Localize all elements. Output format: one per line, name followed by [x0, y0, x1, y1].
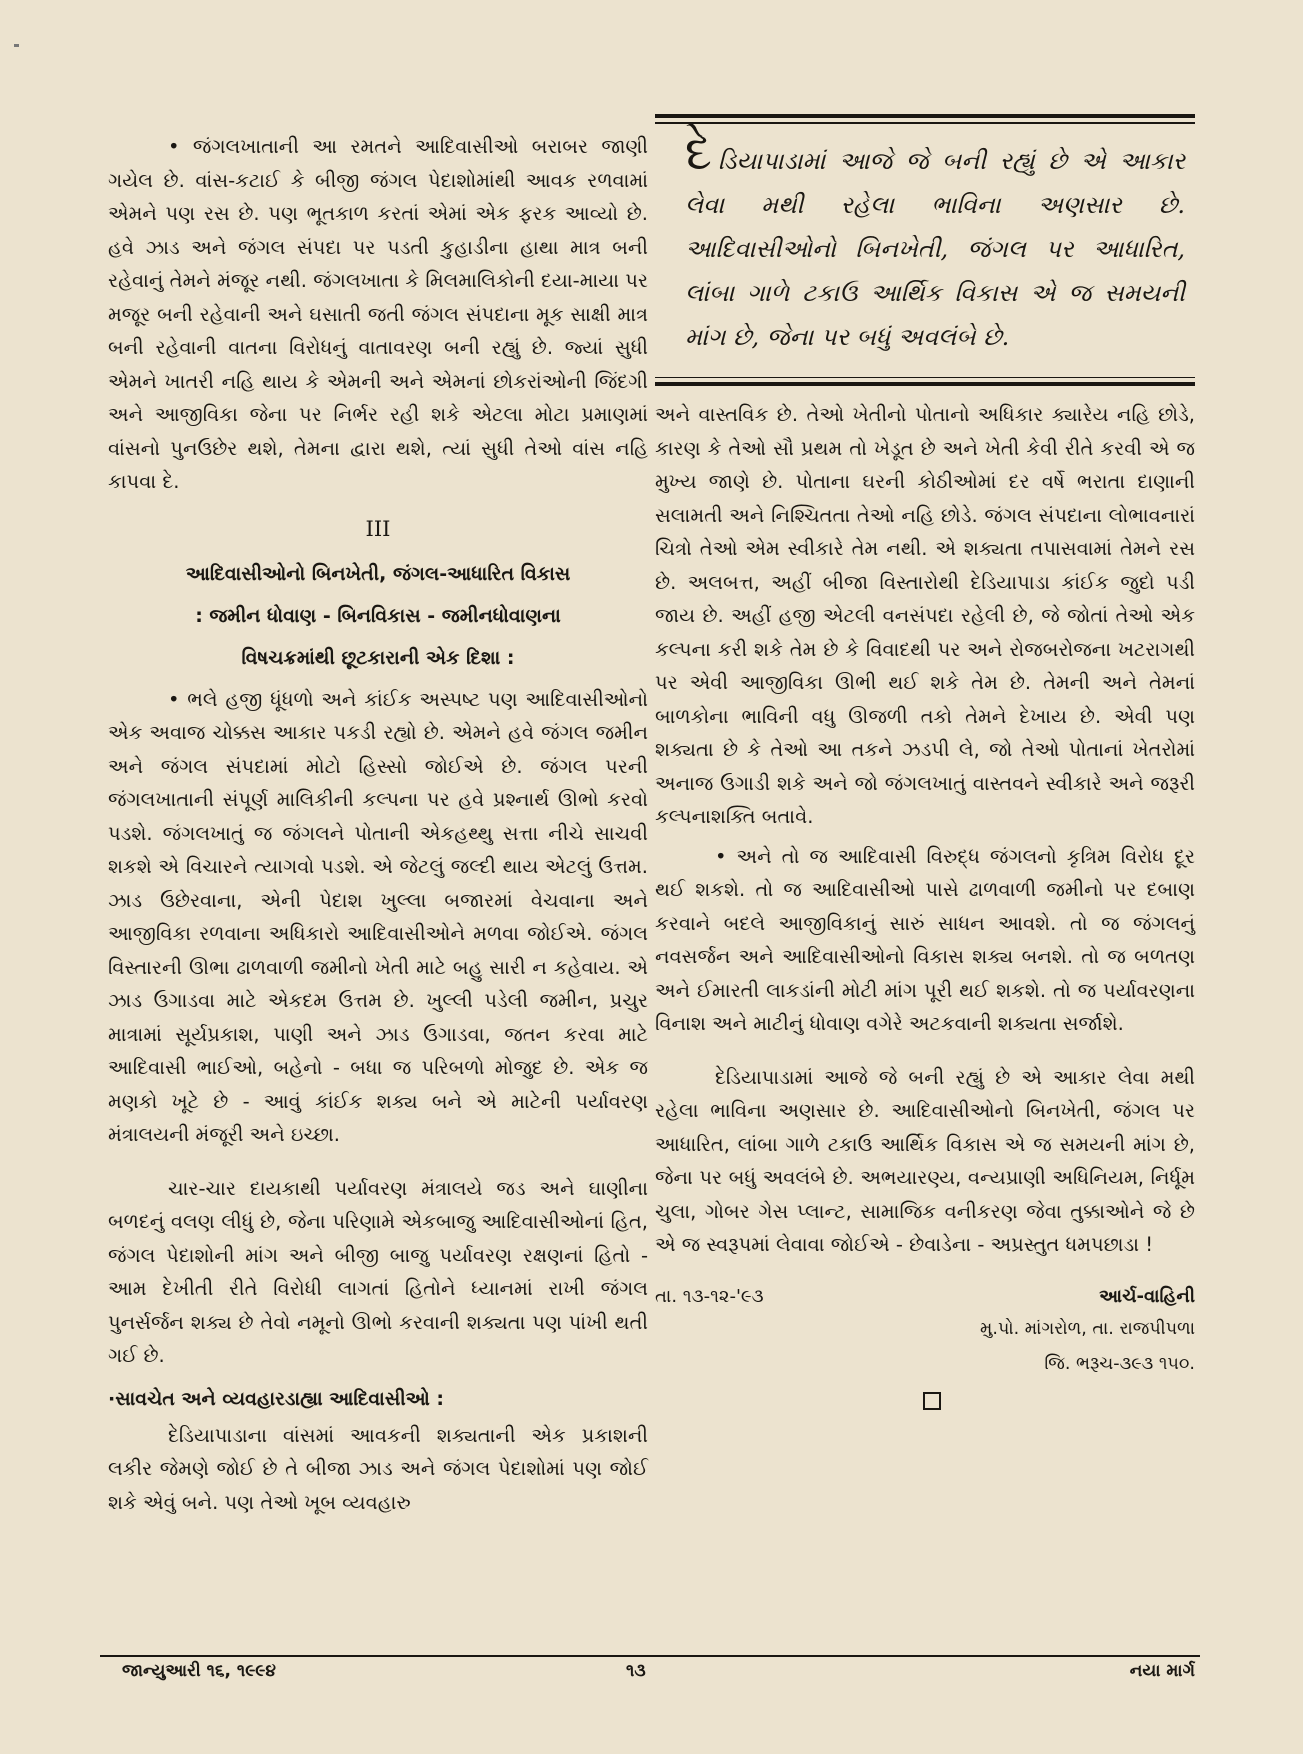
- pullquote-text: ડિયાપાડામાં આજે જે બની રહ્યું છે એ આકાર લેવા મથી રહેલા ભાવિના અણસાર છે. આદિવાસીઓનો બિનખેતી, જંગલ પર આધારિત, લાંબા ગાળે ટકાઉ આર્થિક વિકાસ એ જ સમયની માંગ છે, જેના પર બધું અવલંબે છે.: [685, 146, 1185, 351]
- section-heading-line-2: : જમીન ધોવાણ - બિનવિકાસ - જમીનધોવાણના: [195, 604, 561, 627]
- body-paragraph: ચાર-ચાર દાયકાથી પર્યાવરણ મંત્રાલયે જડ અને ઘાણીના બળદનું વલણ લીધું છે, જેના પરિણામે એકબાજુ આદિવાસીઓનાં હિત, જંગલ પેદાશોની માંગ અને બીજી બાજુ પર્યાવરણ રક્ષણનાં હિતો - આમ દેખીતી રીતે વિરોધી લાગતાં હિતોને ધ્યાનમાં રાખી જંગલ પુનર્સર્જન શક્ય છે તેવો નમૂનો ઊભો કરવાની શક્યતા પણ પાંખી થતી ગઈ છે.: [108, 1176, 648, 1367]
- section-heading-line-3: વિષચક્રમાંથી છૂટકારાની એક દિશા :: [241, 646, 515, 669]
- page-number: ૧૩: [626, 1661, 646, 1681]
- scan-speck: [14, 44, 19, 47]
- pullquote-bottom-rule: [655, 382, 1195, 386]
- pullquote-bottom-rule-thin: [655, 377, 1195, 379]
- footer-date: જાન્યુઆરી ૧૬, ૧૯૯૪: [122, 1661, 276, 1681]
- body-paragraph: • જંગલખાતાની આ રમતને આદિવાસીઓ બરાબર જાણી ગયેલ છે. વાંસ-કટાઈ કે બીજી જંગલ પેદાશોમાંથી આવક રળવામાં એમને પણ રસ છે. પણ ભૂતકાળ કરતાં એમાં એક ફરક આવ્યો છે. હવે ઝાડ અને જંગલ સંપદા પર પડતી કુહાડીના હાથા માત્ર બની રહેવાનું તેમને મંજૂર નથી. જંગલખાતા કે મિલમાલિકોની દયા-માયા પર મજૂર બની રહેવાની અને ઘસાતી જતી જંગલ સંપદાના મૂક સાક્ષી માત્ર બની રહેવાની વાતના વિરોધનું વાતાવરણ બની રહ્યું છે. જ્યાં સુધી એમને ખાતરી નહિ થાય કે એમની અને એમનાં છોકરાંઓની જિંદગી અને આજીવિકા જેના પર નિર્ભર રહી શકે એટલા મોટા પ્રમાણમાં વાંસનો પુનઉછેર થશે, તેમના દ્વારા થશે, ત્યાં સુધી તેઓ વાંસ નહિ કાપવા દે.: [108, 135, 648, 493]
- publication-name: નયા માર્ગ: [1129, 1661, 1195, 1681]
- section-number: III: [365, 516, 391, 541]
- pullquote-dropcap: દે: [685, 124, 712, 181]
- signature: આર્ચ-વાહિની: [1099, 1285, 1195, 1307]
- body-paragraph: • ભલે હજી ધૂંધળો અને કાંઈક અસ્પષ્ટ પણ આદિવાસીઓનો એક અવાજ ચોક્કસ આકાર પકડી રહ્યો છે. એમને હવે જંગલ જમીન અને જંગલ સંપદામાં મોટો હિસ્સો જોઈએ છે. જંગલ પરની જંગલખાતાની સંપૂર્ણ માલિકીની કલ્પના પર હવે પ્રશ્નાર્થ ઊભો કરવો પડશે. જંગલખાતું જ જંગલને પોતાની એકહથ્થુ સત્તા નીચે સાચવી શકશે એ વિચારને ત્યાગવો પડશે. એ જેટલું જલ્દી થાય એટલું ઉત્તમ. ઝાડ ઉછેરવાના, એની પેદાશ ખુલ્લા બજારમાં વેચવાના અને આજીવિકા રળવાના અધિકારો આદિવાસીઓને મળવા જોઈએ. જંગલ વિસ્તારની ઊભા ઢાળવાળી જમીનો ખેતી માટે બહુ સારી ન કહેવાય. એ ઝાડ ઉગાડવા માટે એકદમ ઉત્તમ છે. ખુલ્લી પડેલી જમીન, પ્રચુર માત્રામાં સૂર્યપ્રકાશ, પાણી અને ઝાડ ઉગાડવા, જતન કરવા માટે આદિવાસી ભાઈઓ, બહેનો - બધા જ પરિબળો મોજુદ છે. એક જ મણકો ખૂટે છે - આવું કાંઈક શક્ય બને એ માટેની પર્યાવરણ મંત્રાલયની મંજૂરી અને ઇચ્છા.: [108, 687, 648, 1146]
- body-paragraph: દેડિયાપાડાના વાંસમાં આવકની શક્યતાની એક પ્રકાશની લકીર જેમણે જોઈ છે તે બીજા ઝાડ અને જંગલ પેદાશોમાં પણ જોઈ શકે એવું બને. પણ તેઓ ખૂબ વ્યવહારુ: [108, 1423, 648, 1514]
- address-line-2: જિ. ભરૂચ-૩૯૩ ૧૫૦.: [1044, 1353, 1195, 1374]
- left-column: [108, 130, 648, 1519]
- section-heading-line-1: આદિવાસીઓનો બિનખેતી, જંગલ-આધારિત વિકાસ: [185, 562, 571, 585]
- pullquote-top-rule: [655, 114, 1195, 118]
- body-paragraph: • અને તો જ આદિવાસી વિરુદ્ધ જંગલનો કૃત્રિમ વિરોધ દૂર થઈ શકશે. તો જ આદિવાસીઓ પાસે ઢાળવાળી જમીનો પર દબાણ કરવાને બદલે આજીવિકાનું સારું સાધન આવશે. તો જ જંગલનું નવસર્જન અને આદિવાસીઓનો વિકાસ શક્ય બનશે. તો જ બળતણ અને ઈમારતી લાકડાંની મોટી માંગ પૂરી થઈ શકશે. તો જ પર્યાવરણના વિનાશ અને માટીનું ધોવાણ વગેરે અટકવાની શક્યતા સર્જાશે.: [655, 844, 1195, 1035]
- address-line-1: મુ.પો. માંગરોળ, તા. રાજપીપળા: [980, 1318, 1195, 1339]
- signoff: [655, 1282, 1195, 1312]
- pullquote: [655, 124, 1195, 373]
- subheading: ·સાવચેત અને વ્યવહારડાહ્યા આદિવાસીઓ :: [108, 1387, 445, 1410]
- body-paragraph: દેડિયાપાડામાં આજે જે બની રહ્યું છે એ આકાર લેવા મથી રહેલા ભાવિના અણસાર છે. આદિવાસીઓનો બિનખેતી, જંગલ પર આધારિત, લાંબા ગાળે ટકાઉ આર્થિક વિકાસ એ જ સમયની માંગ છે, જેના પર બધું અવલંબે છે. અભયારણ્ય, વન્યપ્રાણી અધિનિયમ, નિર્ધૂમ ચુલા, ગોબર ગેસ પ્લાન્ટ, સામાજિક વનીકરણ જેવા તુક્કાઓને જે છે એ જ સ્વરૂપમાં લેવાવા જોઈએ - છેવાડેના - અપ્રસ્તુત ધમપછાડા !: [655, 1065, 1195, 1256]
- pullquote-box: [655, 114, 1195, 386]
- date: તા. ૧૩-૧૨-'૯૩: [655, 1285, 764, 1307]
- end-mark-icon: [923, 1392, 941, 1410]
- footer-rule: [100, 1655, 1200, 1657]
- body-paragraph: અને વાસ્તવિક છે. તેઓ ખેતીનો પોતાનો અધિકાર ક્યારેય નહિ છોડે, કારણ કે તેઓ સૌ પ્રથમ તો ખેડૂત છે અને ખેતી કેવી રીતે કરવી એ જ મુખ્ય જાણે છે. પોતાના ઘરની કોઠીઓમાં દર વર્ષે ભરાતા દાણાની સલામતી અને નિશ્ચિતતા તેઓ નહિ છોડે. જંગલ સંપદાના લોભાવનારાં ચિત્રો તેઓ એમ સ્વીકારે તેમ નથી. એ શક્યતા તપાસવામાં તેમને રસ છે. અલબત્ત, અહીં બીજા વિસ્તારોથી દેડિયાપાડા કાંઈક જુદો પડી જાય છે. અહીં હજી એટલી વનસંપદા રહેલી છે, જે જોતાં તેઓ એક કલ્પના કરી શકે તેમ છે કે વિવાદથી પર અને રોજબરોજના ખટરાગથી પર એવી આજીવિકા ઊભી થઈ શકે તેમ છે. તેમની અને તેમનાં બાળકોના ભાવિની વધુ ઊજળી તકો તેમને દેખાય છે. એવી પણ શક્યતા છે કે તેઓ આ તકને ઝડપી લે, જો તેઓ પોતાનાં ખેતરોમાં અનાજ ઉગાડી શકે અને જો જંગલખાતું વાસ્તવને સ્વીકારે અને જરૂરી કલ્પનાશક્તિ બતાવે.: [655, 403, 1195, 828]
- right-column: [655, 114, 1195, 1410]
